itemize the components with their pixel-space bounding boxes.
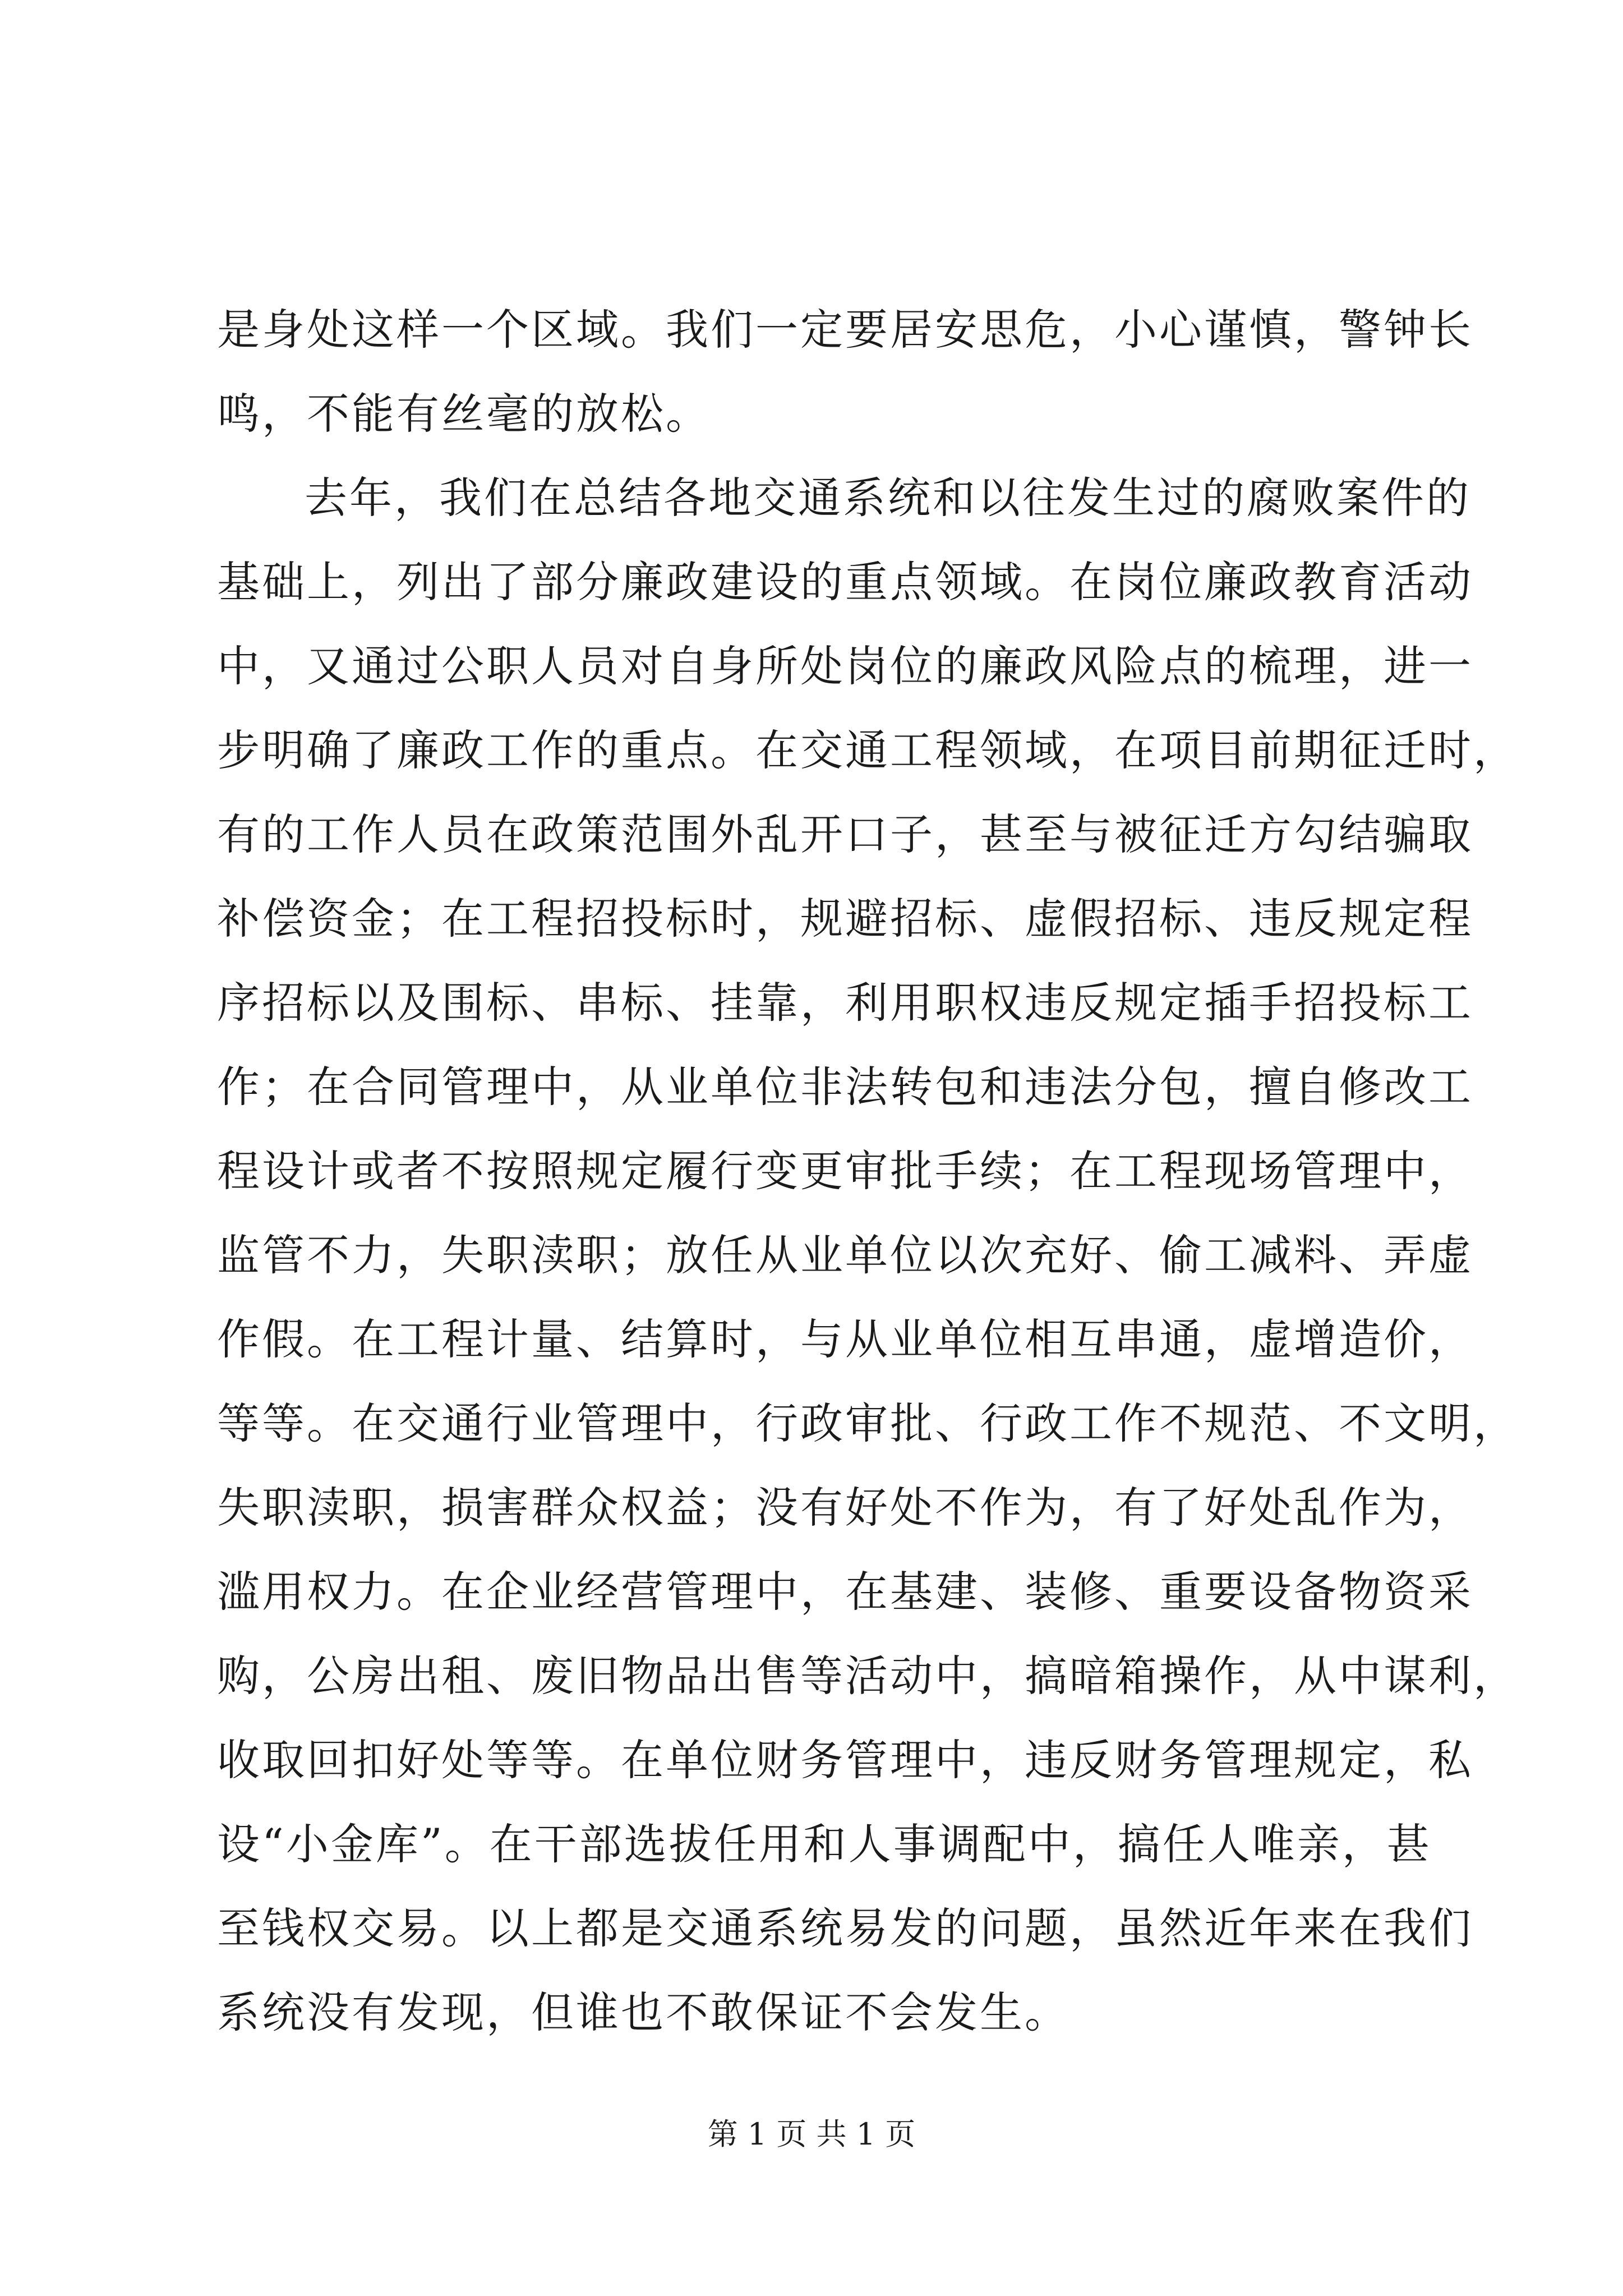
text-line: 有的工作人员在政策范围外乱开口子，甚至与被征迁方勾结骗取	[217, 809, 1473, 859]
text-line: 中，又通过公职人员对自身所处岗位的廉政风险点的梳理，进一	[217, 641, 1473, 691]
text-line: 监管不力，失职渎职；放任从业单位以次充好、偷工减料、弄虚	[217, 1230, 1473, 1280]
text-line: 滥用权力。在企业经营管理中，在基建、装修、重要设备物资采	[217, 1567, 1473, 1617]
text-line: 设“小金库”。在干部选拔任用和人事调配中，搞任人唯亲，甚	[217, 1819, 1432, 1869]
text-line: 作假。在工程计量、结算时，与从业单位相互串通，虚增造价，	[217, 1314, 1473, 1364]
page-number-footer: 第 1 页 共 1 页	[707, 2116, 916, 2152]
text-line: 程设计或者不按照规定履行变更审批手续；在工程现场管理中，	[217, 1146, 1473, 1196]
text-line: 序招标以及围标、串标、挂靠，利用职权违反规定插手招投标工	[217, 978, 1473, 1028]
paragraph-start-line: 去年，我们在总结各地交通系统和以往发生过的腐败案件的	[305, 473, 1471, 523]
text-line: 至钱权交易。以上都是交通系统易发的问题，虽然近年来在我们	[217, 1903, 1473, 1953]
text-line: 失职渎职，损害群众权益；没有好处不作为，有了好处乱作为，	[217, 1483, 1473, 1533]
text-line: 是身处这样一个区域。我们一定要居安思危，小心谨慎，警钟长	[217, 305, 1473, 355]
text-line: 补偿资金；在工程招投标时，规避招标、虚假招标、违反规定程	[217, 894, 1473, 944]
text-line: 等等。在交通行业管理中，行政审批、行政工作不规范、不文明，	[217, 1398, 1518, 1448]
text-line: 作；在合同管理中，从业单位非法转包和违法分包，擅自修改工	[217, 1062, 1473, 1112]
text-line: 基础上，列出了部分廉政建设的重点领域。在岗位廉政教育活动	[217, 557, 1473, 607]
text-line: 系统没有发现，但谁也不敢保证不会发生。	[217, 1987, 1069, 2037]
text-line: 步明确了廉政工作的重点。在交通工程领域，在项目前期征迁时，	[217, 725, 1518, 775]
text-line: 收取回扣好处等等。在单位财务管理中，违反财务管理规定，私	[217, 1735, 1473, 1785]
text-line: 购，公房出租、废旧物品出售等活动中，搞暗箱操作，从中谋利，	[217, 1651, 1518, 1701]
text-line: 鸣，不能有丝毫的放松。	[217, 389, 711, 439]
